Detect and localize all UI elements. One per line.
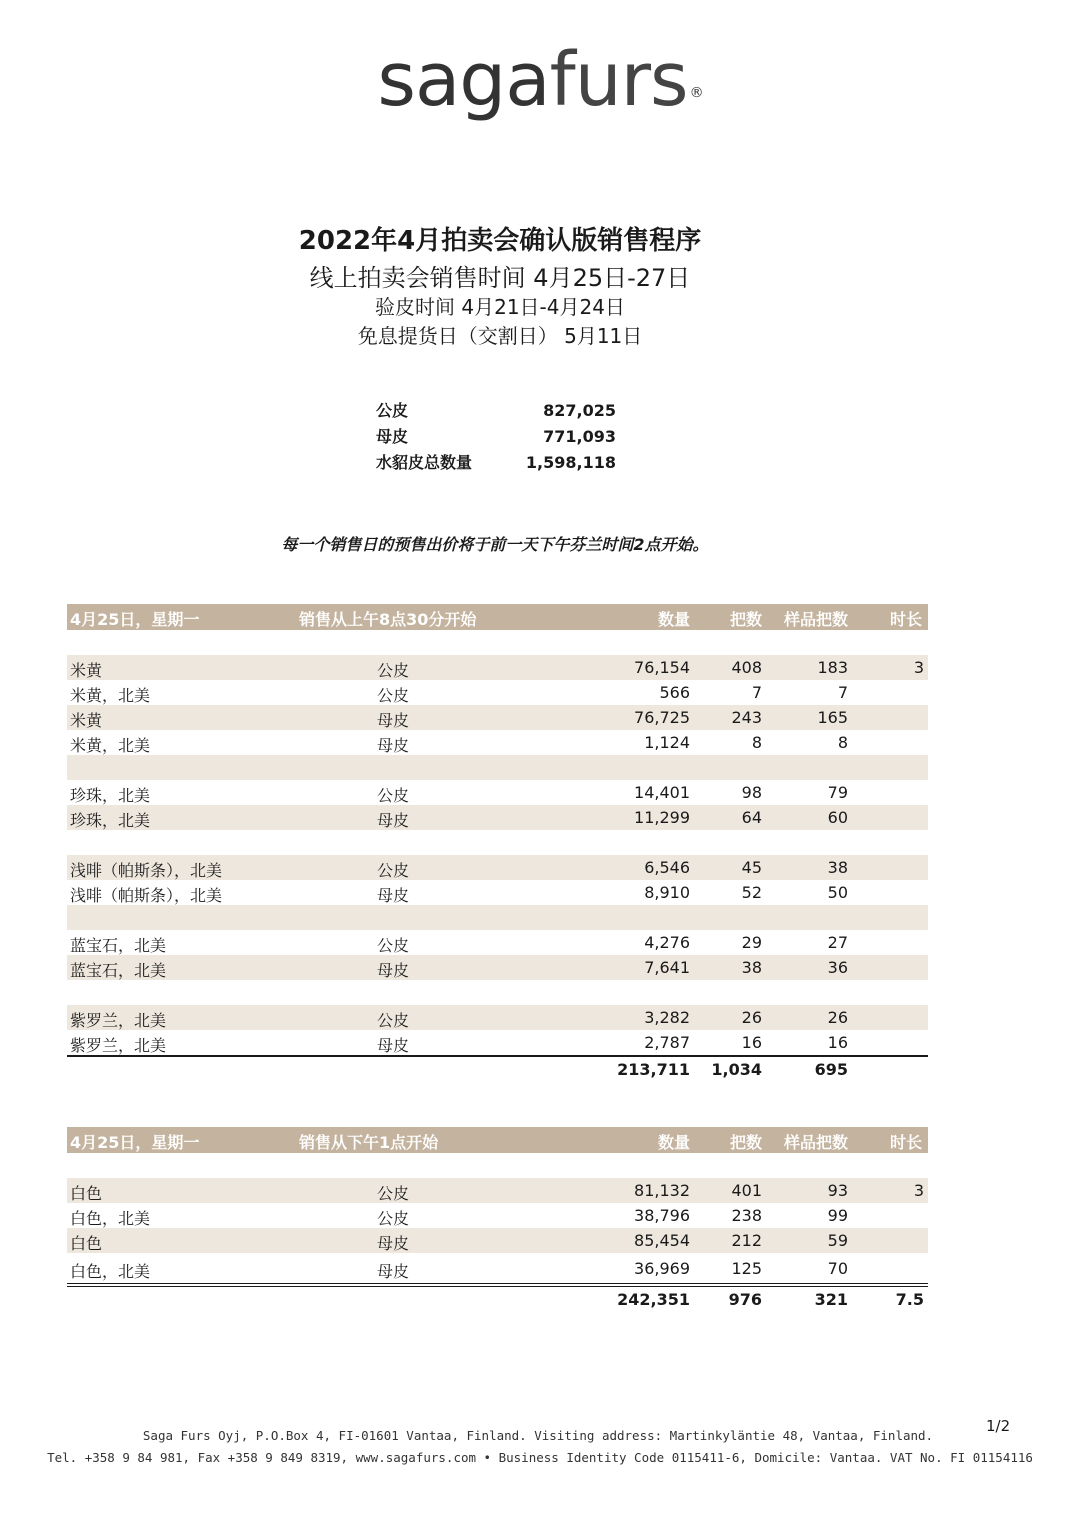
row-lots: 401	[731, 1181, 762, 1200]
row-type: 浅啡（帕斯条），北美	[70, 861, 223, 880]
row-qty: 4,276	[644, 933, 690, 952]
row-duration: 3	[913, 1181, 924, 1200]
row-lots: 38	[741, 958, 762, 977]
total-lots: 976	[728, 1290, 762, 1309]
row-sample: 8	[837, 733, 848, 752]
row-lots: 238	[731, 1206, 762, 1225]
session-total-row	[67, 1283, 928, 1312]
row-sample: 36	[827, 958, 848, 977]
row-type: 浅啡（帕斯条），北美	[70, 886, 223, 905]
row-sex: 母皮	[377, 811, 410, 830]
row-qty: 76,154	[634, 658, 690, 677]
row-lots: 16	[741, 1033, 762, 1052]
row-sample: 60	[827, 808, 848, 827]
page-title: 2022年4月拍卖会确认版销售程序	[298, 226, 702, 256]
row-qty: 81,132	[634, 1181, 690, 1200]
table-row	[67, 930, 928, 955]
table-row	[67, 655, 928, 680]
spacer	[67, 1153, 928, 1178]
spacer-row	[67, 905, 928, 930]
row-sample: 99	[827, 1206, 848, 1225]
spacer-row	[67, 830, 928, 855]
table-row	[67, 1203, 928, 1228]
table-row	[67, 855, 928, 880]
row-sex: 母皮	[377, 886, 410, 905]
row-sex: 公皮	[377, 861, 410, 880]
row-lots: 45	[741, 858, 762, 877]
totals-label: 母皮	[376, 427, 409, 446]
col-lots-header: 把数	[729, 610, 762, 629]
row-qty: 7,641	[644, 958, 690, 977]
spacer-row	[67, 980, 928, 1005]
row-sample: 16	[827, 1033, 848, 1052]
row-type: 米黄，北美	[70, 736, 151, 755]
footer-contact: Tel. +358 9 84 981, Fax +358 9 849 8319, www.sagafurs.com • Business Identity Code 0115411-6, Domicile: Vantaa. VAT No. FI 01154116	[47, 1450, 1033, 1465]
row-sex: 母皮	[377, 1036, 410, 1055]
totals-row-all	[376, 450, 616, 476]
spacer	[67, 630, 928, 655]
row-lots: 408	[731, 658, 762, 677]
row-qty: 14,401	[634, 783, 690, 802]
table-row	[67, 780, 928, 805]
row-lots: 64	[741, 808, 762, 827]
totals-value: 827,025	[543, 401, 616, 420]
row-qty: 38,796	[634, 1206, 690, 1225]
row-lots: 212	[731, 1231, 762, 1250]
session-total-row	[67, 1055, 928, 1082]
table-row	[67, 730, 928, 755]
row-sex: 公皮	[377, 1209, 410, 1228]
col-qty-header: 数量	[657, 1133, 690, 1152]
row-qty: 3,282	[644, 1008, 690, 1027]
session-header	[67, 1127, 928, 1153]
col-sample-header: 样品把数	[783, 1133, 848, 1152]
row-qty: 8,910	[644, 883, 690, 902]
row-sample: 59	[827, 1231, 848, 1250]
session-date: 4月25日，星期一	[70, 610, 200, 629]
row-lots: 52	[741, 883, 762, 902]
totals-summary	[376, 398, 616, 476]
row-type: 白色，北美	[70, 1262, 151, 1281]
presale-notice: 每一个销售日的预售出价将于前一天下午芬兰时间2点开始。	[281, 535, 709, 554]
table-row	[67, 1005, 928, 1030]
row-type: 米黄，北美	[70, 686, 151, 705]
row-type: 米黄	[70, 661, 103, 680]
totals-row-male	[376, 398, 616, 424]
row-qty: 36,969	[634, 1259, 690, 1278]
sale-time: 线上拍卖会销售时间 4月25日-27日	[309, 264, 691, 292]
row-sex: 母皮	[377, 1234, 410, 1253]
row-qty: 2,787	[644, 1033, 690, 1052]
row-sample: 93	[827, 1181, 848, 1200]
table-row	[67, 955, 928, 980]
table-row	[67, 880, 928, 905]
row-qty: 566	[659, 683, 690, 702]
totals-label: 公皮	[376, 401, 409, 420]
table-row	[67, 1253, 928, 1283]
total-sample: 695	[814, 1060, 848, 1079]
row-lots: 125	[731, 1259, 762, 1278]
row-lots: 243	[731, 708, 762, 727]
table-row	[67, 1228, 928, 1253]
row-type: 蓝宝石，北美	[70, 961, 167, 980]
logo-part-furs: furs	[549, 37, 688, 123]
table-row	[67, 805, 928, 830]
col-sample-header: 样品把数	[783, 610, 848, 629]
row-type: 蓝宝石，北美	[70, 936, 167, 955]
page-number: 1/2	[986, 1417, 1011, 1435]
totals-value: 771,093	[543, 427, 616, 446]
inspection-time: 验皮时间 4月21日-4月24日	[375, 295, 625, 319]
session-table-morning	[67, 604, 928, 1082]
totals-label: 水貂皮总数量	[376, 453, 473, 472]
row-type: 紫罗兰，北美	[70, 1011, 167, 1030]
session-start: 销售从上午8点30分开始	[299, 610, 477, 629]
sagafurs-logo	[0, 30, 1080, 143]
total-duration: 7.5	[895, 1290, 924, 1309]
table-row	[67, 1030, 928, 1055]
table-row	[67, 1178, 928, 1203]
row-sex: 公皮	[377, 1184, 410, 1203]
logo-part-saga: saga	[377, 37, 550, 123]
row-sex: 公皮	[377, 936, 410, 955]
row-type: 米黄	[70, 711, 103, 730]
row-sample: 26	[827, 1008, 848, 1027]
total-qty: 213,711	[617, 1060, 690, 1079]
row-sample: 50	[827, 883, 848, 902]
row-lots: 26	[741, 1008, 762, 1027]
session-header	[67, 604, 928, 630]
total-sample: 321	[814, 1290, 848, 1309]
row-duration: 3	[913, 658, 924, 677]
row-type: 白色，北美	[70, 1209, 151, 1228]
row-sex: 公皮	[377, 1011, 410, 1030]
row-sample: 165	[817, 708, 848, 727]
row-sample: 38	[827, 858, 848, 877]
row-sex: 母皮	[377, 1262, 410, 1281]
row-lots: 98	[741, 783, 762, 802]
row-sample: 79	[827, 783, 848, 802]
session-start: 销售从下午1点开始	[299, 1133, 439, 1152]
row-sample: 70	[827, 1259, 848, 1278]
row-type: 紫罗兰，北美	[70, 1036, 167, 1055]
row-sex: 母皮	[377, 961, 410, 980]
total-lots: 1,034	[711, 1060, 762, 1079]
table-row	[67, 680, 928, 705]
col-qty-header: 数量	[657, 610, 690, 629]
row-type: 珍珠，北美	[70, 811, 151, 830]
row-qty: 6,546	[644, 858, 690, 877]
row-qty: 76,725	[634, 708, 690, 727]
totals-value: 1,598,118	[525, 453, 616, 472]
row-sex: 母皮	[377, 736, 410, 755]
footer-address: Saga Furs Oyj, P.O.Box 4, FI-01601 Vantaa, Finland. Visiting address: Martinkyläntie 48, Vantaa, Finland.	[142, 1428, 934, 1443]
col-duration-header: 时长	[889, 610, 922, 629]
session-table-afternoon	[67, 1127, 928, 1312]
row-sample: 7	[837, 683, 848, 702]
row-sex: 公皮	[377, 686, 410, 705]
row-sex: 公皮	[377, 786, 410, 805]
col-duration-header: 时长	[889, 1133, 922, 1152]
row-qty: 85,454	[634, 1231, 690, 1250]
row-type: 白色	[70, 1234, 103, 1253]
row-qty: 11,299	[634, 808, 690, 827]
row-type: 白色	[70, 1184, 103, 1203]
row-qty: 1,124	[644, 733, 690, 752]
row-lots: 29	[741, 933, 762, 952]
total-qty: 242,351	[617, 1290, 690, 1309]
row-sample: 183	[817, 658, 848, 677]
table-row	[67, 705, 928, 730]
row-sample: 27	[827, 933, 848, 952]
spacer-row	[67, 755, 928, 780]
row-type: 珍珠，北美	[70, 786, 151, 805]
prompt-day: 免息提货日（交割日） 5月11日	[357, 324, 643, 348]
row-sex: 母皮	[377, 711, 410, 730]
session-date: 4月25日，星期一	[70, 1133, 200, 1152]
registered-mark: ®	[689, 85, 703, 101]
row-lots: 8	[751, 733, 762, 752]
totals-row-female	[376, 424, 616, 450]
row-sex: 公皮	[377, 661, 410, 680]
col-lots-header: 把数	[729, 1133, 762, 1152]
row-lots: 7	[751, 683, 762, 702]
